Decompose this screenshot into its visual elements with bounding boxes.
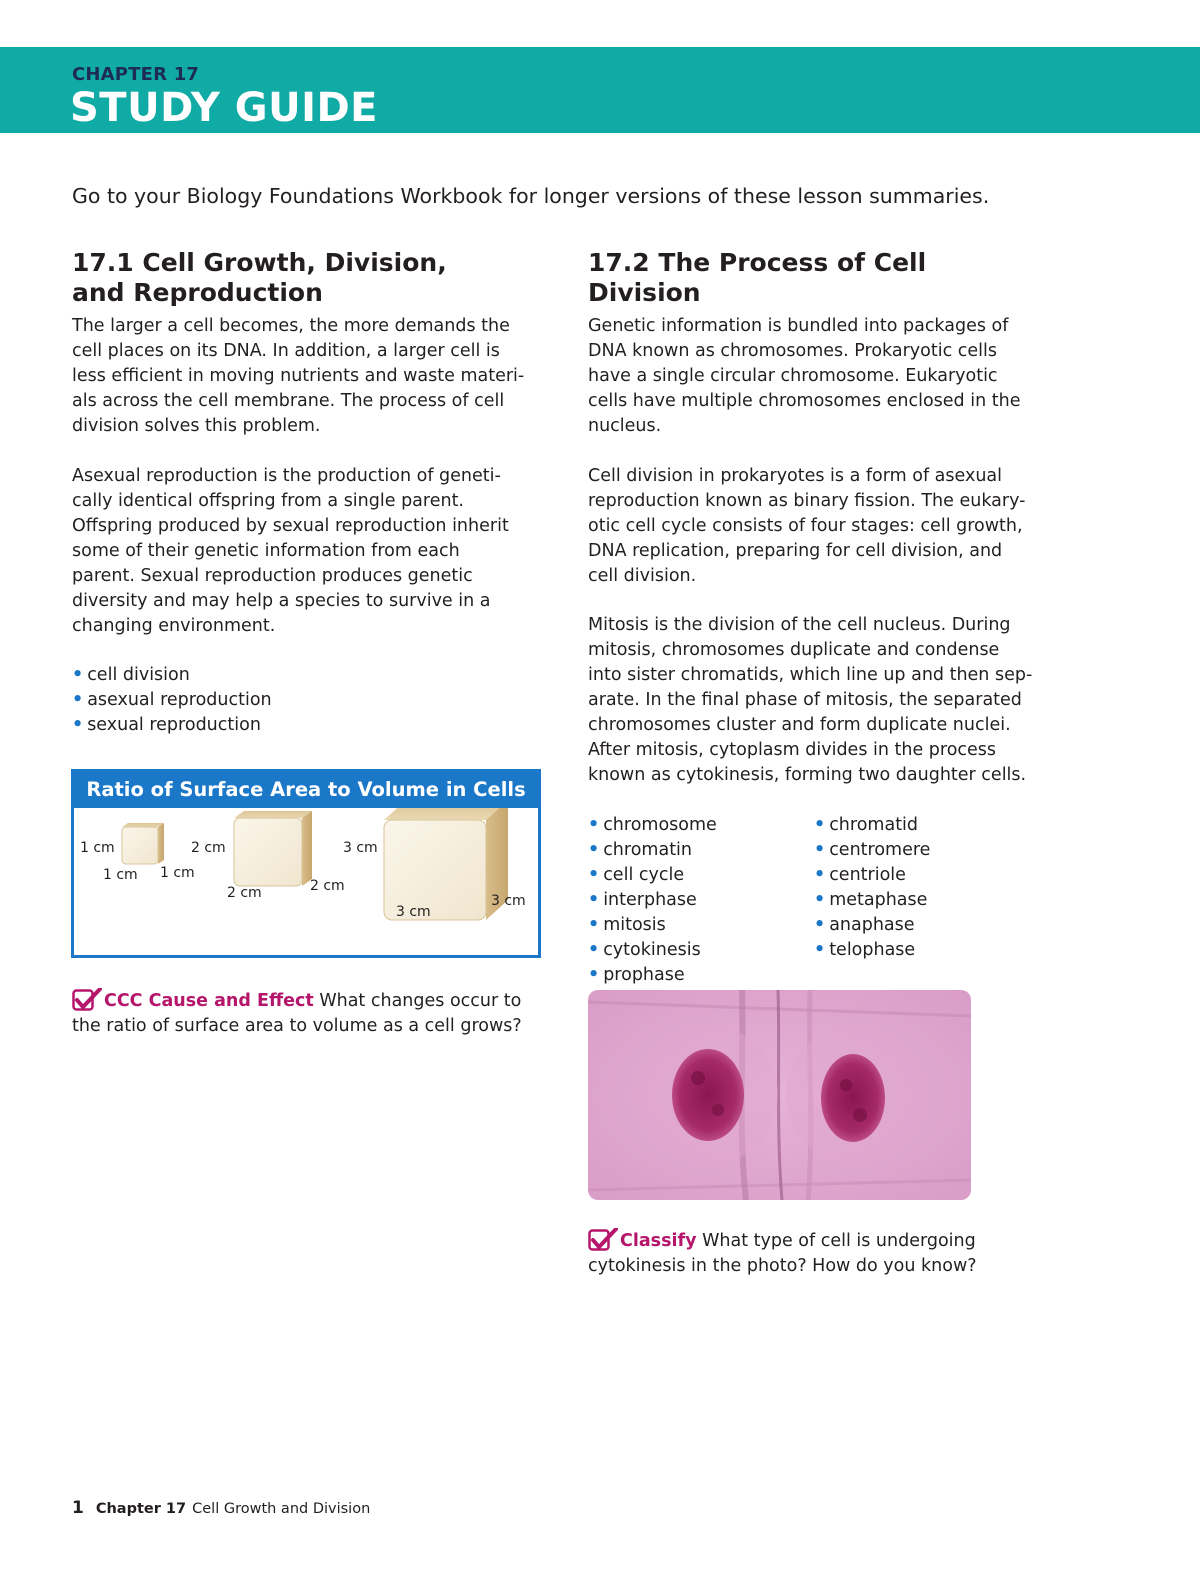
section-17-2-paragraph-3 bbox=[588, 613, 1040, 788]
vocab-item bbox=[72, 663, 532, 688]
bullet-dot-icon: • bbox=[814, 914, 826, 935]
vocab-term: mitosis bbox=[603, 914, 666, 935]
line: division solves this problem. bbox=[72, 416, 321, 436]
bullet-dot-icon: • bbox=[588, 839, 600, 860]
line: Mitosis is the division of the cell nucleus. During bbox=[588, 615, 1011, 635]
line: have a single circular chromosome. Eukaryotic bbox=[588, 366, 998, 386]
bullet-dot-icon: • bbox=[72, 715, 84, 735]
vocab-item bbox=[814, 938, 1040, 963]
bullet-dot-icon: • bbox=[814, 839, 826, 860]
cube-3-side-label: 3 cm bbox=[343, 840, 378, 856]
page-number: 1 bbox=[72, 1498, 84, 1518]
vocab-item bbox=[814, 913, 1040, 938]
line: DNA known as chromosomes. Prokaryotic cells bbox=[588, 341, 997, 361]
line: After mitosis, cytoplasm divides in the process bbox=[588, 740, 997, 760]
cube-1cm bbox=[122, 823, 164, 864]
bullet-dot-icon: • bbox=[588, 914, 600, 935]
vocab-term: interphase bbox=[603, 889, 697, 910]
vocab-item bbox=[588, 938, 814, 963]
bullet-dot-icon: • bbox=[814, 939, 826, 960]
line: arate. In the final phase of mitosis, the separated bbox=[588, 690, 1022, 710]
line: Genetic information is bundled into packages of bbox=[588, 316, 1009, 336]
section-17-2-paragraph-2 bbox=[588, 464, 1040, 589]
line: chromosomes cluster and form duplicate nuclei. bbox=[588, 715, 1011, 735]
micrograph-image bbox=[588, 990, 971, 1200]
page-title: STUDY GUIDE bbox=[70, 85, 378, 131]
vocab-item bbox=[814, 813, 1040, 838]
vocab-term: chromatin bbox=[603, 839, 693, 860]
footer-chapter-title: Cell Growth and Division bbox=[192, 1501, 371, 1517]
vocab-column-2 bbox=[814, 813, 1040, 988]
section-17-2 bbox=[588, 248, 1040, 988]
bullet-dot-icon: • bbox=[588, 939, 600, 960]
cube-3-depth-label: 3 cm bbox=[491, 893, 526, 909]
section-17-1-paragraph-1 bbox=[72, 314, 532, 439]
vocab-column-1 bbox=[588, 813, 814, 988]
line: nucleus. bbox=[588, 416, 662, 436]
line: Cell division in prokaryotes is a form of asexual bbox=[588, 465, 1003, 486]
surface-area-figure bbox=[71, 769, 541, 958]
chapter-banner bbox=[0, 47, 1200, 133]
line: cells have multiple chromosomes enclosed in the bbox=[588, 391, 1021, 411]
question-classify bbox=[588, 1228, 1018, 1279]
cube-1-depth-label: 1 cm bbox=[160, 865, 195, 881]
section-17-1 bbox=[72, 248, 532, 738]
vocab-item bbox=[72, 713, 532, 738]
question-2-label: Classify bbox=[620, 1231, 697, 1251]
line: DNA replication, preparing for cell division, and bbox=[588, 540, 1003, 561]
vocab-item bbox=[72, 688, 532, 713]
vocab-term: anaphase bbox=[829, 914, 915, 935]
vocab-term: chromatid bbox=[829, 814, 919, 835]
vocab-term: sexual reproduction bbox=[87, 715, 261, 735]
cube-3-front-label: 3 cm bbox=[396, 904, 431, 920]
line: reproduction known as binary fission. The eukary- bbox=[588, 490, 1026, 511]
line: cell places on its DNA. In addition, a larger cell is bbox=[72, 341, 500, 361]
vocab-item bbox=[588, 888, 814, 913]
line: otic cell cycle consists of four stages: cell growth, bbox=[588, 515, 1023, 536]
vocab-item bbox=[814, 863, 1040, 888]
vocab-term: cell division bbox=[87, 665, 190, 685]
bullet-dot-icon: • bbox=[588, 864, 600, 885]
line: diversity and may help a species to survive in a bbox=[72, 590, 491, 611]
line: changing environment. bbox=[72, 615, 276, 636]
figure-title: Ratio of Surface Area to Volume in Cells bbox=[74, 772, 538, 808]
vocab-item bbox=[814, 838, 1040, 863]
bullet-dot-icon: • bbox=[814, 814, 826, 835]
vocab-item bbox=[588, 963, 814, 988]
bullet-dot-icon: • bbox=[588, 814, 600, 835]
section-17-2-vocab bbox=[588, 813, 1040, 988]
line: als across the cell membrane. The process of cell bbox=[72, 391, 505, 411]
vocab-term: centromere bbox=[829, 839, 931, 860]
footer-chapter: Chapter 17 bbox=[95, 1501, 187, 1517]
vocab-item bbox=[588, 913, 814, 938]
section-17-2-heading: 17.2 The Process of Cell Division bbox=[588, 248, 927, 307]
cube-1-side-label: 1 cm bbox=[80, 840, 115, 856]
vocab-term: metaphase bbox=[829, 889, 928, 910]
cube-1-front-label: 1 cm bbox=[103, 867, 138, 883]
vocab-term: cell cycle bbox=[603, 864, 685, 885]
vocab-term: prophase bbox=[603, 964, 685, 985]
cube-2-front-label: 2 cm bbox=[227, 885, 262, 901]
line: Asexual reproduction is the production of geneti- bbox=[72, 465, 501, 486]
cubes-illustration bbox=[74, 808, 538, 955]
chapter-label: CHAPTER 17 bbox=[72, 64, 200, 85]
question-1-label: CCC Cause and Effect bbox=[104, 991, 314, 1011]
checkbox-check-icon bbox=[588, 1228, 618, 1252]
line: mitosis, chromosomes duplicate and condense bbox=[588, 640, 1000, 660]
cube-2cm bbox=[234, 811, 312, 886]
line: cally identical offspring from a single parent. bbox=[72, 490, 464, 511]
bullet-dot-icon: • bbox=[814, 864, 826, 885]
question-2-text-line2: cytokinesis in the photo? How do you know? bbox=[588, 1256, 977, 1276]
section-17-1-paragraph-2 bbox=[72, 464, 532, 639]
vocab-term: asexual reproduction bbox=[87, 690, 272, 710]
vocab-item bbox=[588, 813, 814, 838]
line: some of their genetic information from each bbox=[72, 540, 460, 561]
question-1-text: What changes occur to bbox=[313, 991, 522, 1011]
question-cause-effect bbox=[72, 988, 542, 1039]
section-17-1-heading-line2: and Reproduction bbox=[72, 278, 323, 307]
bullet-dot-icon: • bbox=[588, 964, 600, 985]
vocab-term: cytokinesis bbox=[603, 939, 701, 960]
bullet-dot-icon: • bbox=[588, 889, 600, 910]
checkbox-check-icon bbox=[72, 988, 102, 1012]
intro-text: Go to your Biology Foundations Workbook for longer versions of these lesson summaries. bbox=[72, 184, 990, 208]
cube-2-depth-label: 2 cm bbox=[310, 878, 345, 894]
vocab-term: telophase bbox=[829, 939, 916, 960]
vocab-item bbox=[588, 838, 814, 863]
section-17-1-heading bbox=[72, 248, 532, 308]
section-17-1-vocab-list bbox=[72, 663, 532, 738]
line: Offspring produced by sexual reproduction inherit bbox=[72, 515, 509, 536]
page-footer bbox=[72, 1498, 370, 1518]
nucleus-right bbox=[821, 1054, 885, 1142]
line: cell division. bbox=[588, 565, 697, 586]
vocab-item bbox=[814, 888, 1040, 913]
line: parent. Sexual reproduction produces genetic bbox=[72, 565, 473, 586]
nucleus-left bbox=[672, 1049, 744, 1141]
vocab-term: centriole bbox=[829, 864, 906, 885]
question-2-text: What type of cell is undergoing bbox=[696, 1231, 976, 1251]
line: known as cytokinesis, forming two daughter cells. bbox=[588, 765, 1027, 785]
vocab-term: chromosome bbox=[603, 814, 717, 835]
line: into sister chromatids, which line up and then sep- bbox=[588, 665, 1033, 685]
vocab-item bbox=[588, 863, 814, 888]
bullet-dot-icon: • bbox=[72, 665, 84, 685]
line: less efficient in moving nutrients and waste materi- bbox=[72, 366, 525, 386]
cube-2-side-label: 2 cm bbox=[191, 840, 226, 856]
question-1-text-line2: the ratio of surface area to volume as a cell grows? bbox=[72, 1016, 522, 1036]
section-17-1-heading-line1: 17.1 Cell Growth, Division, bbox=[72, 248, 447, 277]
line: The larger a cell becomes, the more demands the bbox=[72, 316, 510, 336]
bullet-dot-icon: • bbox=[814, 889, 826, 910]
section-17-2-paragraph-1 bbox=[588, 314, 1040, 439]
bullet-dot-icon: • bbox=[72, 690, 84, 710]
cytokinesis-micrograph bbox=[588, 990, 971, 1200]
